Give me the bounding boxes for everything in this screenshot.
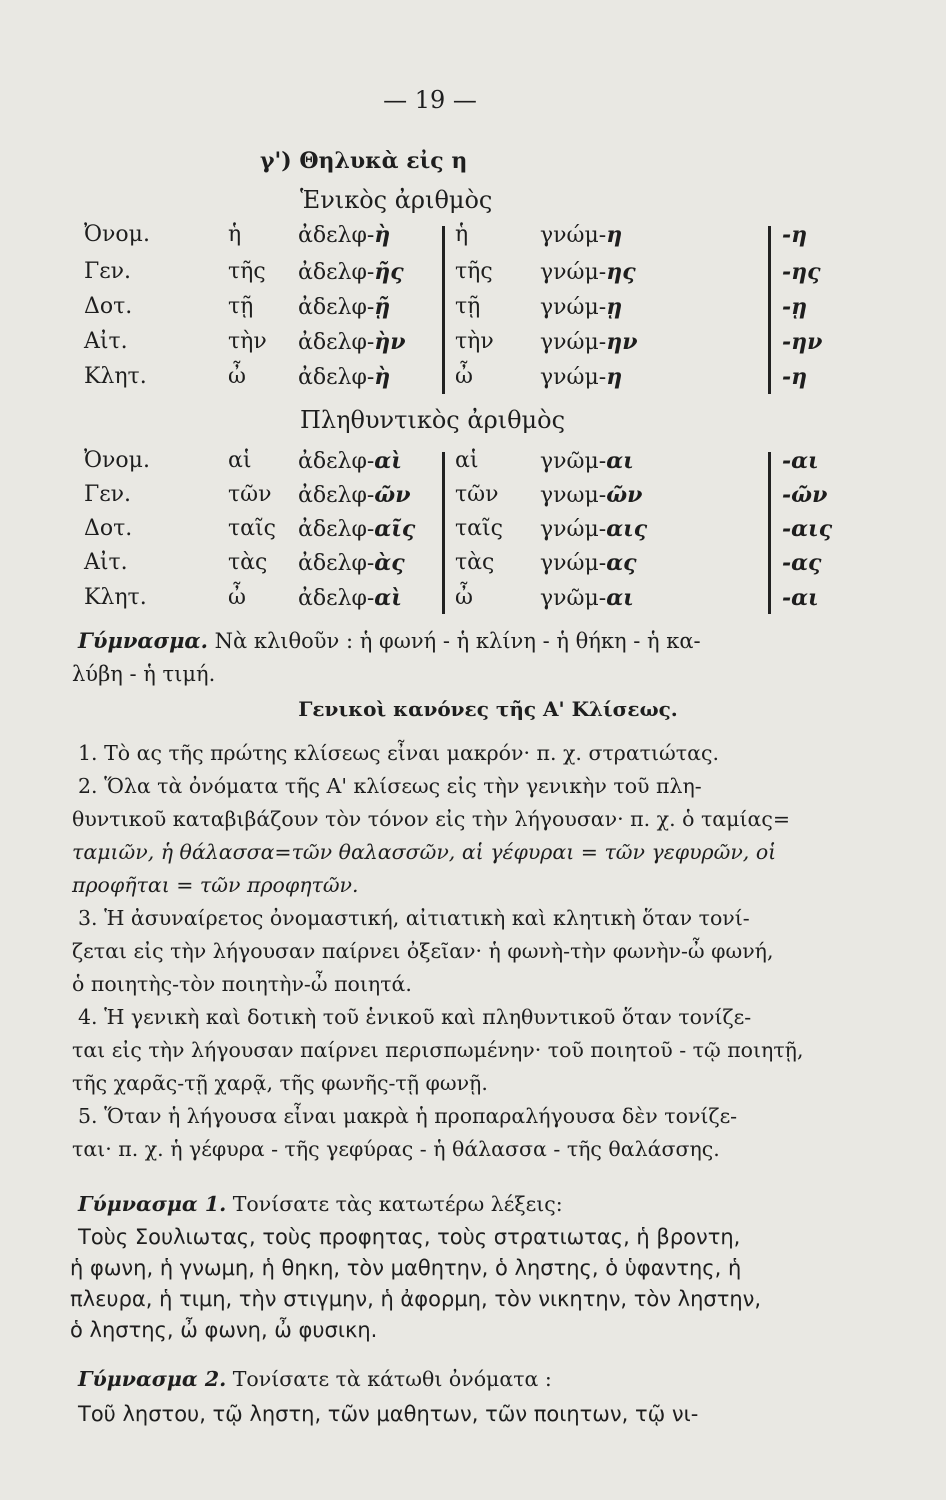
exercise-paragraph <box>72 624 853 691</box>
rule-line: θυντικοῦ καταβιβάζουν τὸν τόνον εἰς τὴν λήγουσαν· π. χ. ὁ ταμίας= <box>72 807 791 831</box>
plural-heading: Πληθυντικὸς ἀριθμὸς <box>300 406 566 434</box>
rule-line: 1. Τὸ ας τῆς πρώτης κλίσεως εἶναι μακρόν· π. χ. στρατιώτας. <box>78 741 719 765</box>
article: τῆς <box>455 259 493 284</box>
table-row <box>0 516 946 546</box>
article: τὴν <box>228 329 267 354</box>
case-label: Αἰτ. <box>84 550 128 575</box>
word-adelfi <box>298 364 390 390</box>
word-line: ἡ φωνη, ἡ γνωμη, ἡ θηκη, τὸν μαθητην, ὁ ληστης, ὁ ὑφαντης, ἡ <box>70 1256 742 1280</box>
stem: γνώμ- <box>540 223 607 248</box>
word-gnomi <box>540 516 647 542</box>
word-gnomi <box>540 482 642 508</box>
exercise-label: Γύμνασμα 1. <box>78 1192 227 1216</box>
stem: γνώμ- <box>540 330 607 355</box>
ending: αι <box>606 448 634 474</box>
rule-line: 4. Ἡ γενικὴ καὶ δοτικὴ τοῦ ἑνικοῦ καὶ πληθυντικοῦ ὅταν τονίζε- <box>78 1005 752 1029</box>
ending: ὰς <box>374 550 405 576</box>
table-row <box>0 294 946 324</box>
stem: γνώμ- <box>540 295 607 320</box>
ending: αὶ <box>374 448 402 474</box>
suffix: -αι <box>782 448 819 474</box>
rules-heading: Γενικοὶ κανόνες τῆς Α' Κλίσεως. <box>298 697 678 721</box>
word-gnomi <box>540 222 622 248</box>
stem: γνώμ- <box>540 365 607 390</box>
rule-line: ζεται εἰς τὴν λήγουσαν παίρνει ὀξεῖαν· ἡ φωνὴ-τὴν φωνὴν-ὦ φωνή, <box>72 939 774 963</box>
article: ἡ <box>228 222 242 247</box>
article: τῶν <box>455 482 499 507</box>
exercise-instruction: Τονίσατε τὰς κατωτέρω λέξεις: <box>232 1192 563 1216</box>
word-adelfi <box>298 448 402 474</box>
stem: ἀδελφ- <box>298 551 375 576</box>
page-number: — 19 — <box>383 86 477 114</box>
case-label: Γεν. <box>84 482 132 507</box>
case-label: Δοτ. <box>84 516 133 541</box>
stem: ἀδελφ- <box>298 449 375 474</box>
stem: ἀδελφ- <box>298 586 375 611</box>
column-divider <box>442 226 445 394</box>
exercise-1-header <box>78 1188 853 1221</box>
case-label: Ὀνομ. <box>84 448 150 473</box>
rule-line: ται εἰς τὴν λήγουσαν παίρνει περισπωμένην· τοῦ ποιητοῦ - τῷ ποιητῇ, <box>72 1038 804 1062</box>
column-divider <box>768 226 771 394</box>
ending: η <box>606 222 623 248</box>
article: ἡ <box>455 222 469 247</box>
stem: ἀδελφ- <box>298 295 375 320</box>
suffix: -ης <box>782 259 821 285</box>
exercise-label: Γύμνασμα 2. <box>78 1367 227 1391</box>
ending: αις <box>606 516 648 542</box>
rule-line: 5. Ὅταν ἡ λήγουσα εἶναι μακρὰ ἡ προπαραλήγουσα δὲν τονίζε- <box>78 1104 738 1128</box>
rule-line: ται· π. χ. ἡ γέφυρα - τῆς γεφύρας - ἡ θάλασσα - τῆς θαλάσσης. <box>72 1137 720 1161</box>
ending: ὴ <box>374 364 391 390</box>
stem: ἀδελφ- <box>298 330 375 355</box>
rule-line: ὁ ποιητὴς-τὸν ποιητὴν-ὦ ποιητά. <box>72 972 412 996</box>
ending: ὴ <box>374 222 391 248</box>
stem: γνῶμ- <box>540 449 607 474</box>
ending: ης <box>606 259 636 285</box>
word-adelfi <box>298 585 402 611</box>
ending: ῇ <box>374 294 391 320</box>
table-row <box>0 329 946 359</box>
word-line: πλευρα, ἡ τιμη, τὴν στιγμην, ἡ ἀφορμη, τὸν νικητην, τὸν ληστην, <box>70 1287 762 1311</box>
exercise-label: Γύμνασμα. <box>78 628 208 653</box>
word-gnomi <box>540 585 634 611</box>
word-gnomi <box>540 329 637 355</box>
article: τὴν <box>455 329 494 354</box>
stem: γνώμ- <box>540 260 607 285</box>
word-adelfi <box>298 259 404 285</box>
ending: αὶ <box>374 585 402 611</box>
stem: ἀδελφ- <box>298 260 375 285</box>
case-label: Δοτ. <box>84 294 133 319</box>
suffix: -αις <box>782 516 833 542</box>
suffix: -η <box>782 222 808 248</box>
exercise-1-words <box>70 1222 858 1346</box>
suffix: -η <box>782 364 808 390</box>
word-adelfi <box>298 550 405 576</box>
stem: γνωμ- <box>540 483 607 508</box>
stem: ἀδελφ- <box>298 483 375 508</box>
article: αἱ <box>455 448 479 473</box>
stem: ἀδελφ- <box>298 517 375 542</box>
article: τῶν <box>228 482 272 507</box>
word-line: ὁ ληστης, ὦ φωνη, ὦ φυσικη. <box>70 1318 378 1342</box>
word-adelfi <box>298 329 406 355</box>
ending: ὴν <box>374 329 406 355</box>
section-title: γ') Θηλυκὰ εἰς η <box>260 148 468 174</box>
rule-line: τῆς χαρᾶς-τῇ χαρᾷ, τῆς φωνῆς-τῇ φωνῇ. <box>72 1071 488 1095</box>
table-row <box>0 222 946 252</box>
exercise-2-words <box>78 1399 858 1430</box>
ending: η <box>606 364 623 390</box>
article: τὰς <box>228 550 268 575</box>
ending: ας <box>606 550 637 576</box>
word-gnomi <box>540 259 636 285</box>
rule-line: προφῆται = τῶν προφητῶν. <box>72 873 359 897</box>
suffix: -ῶν <box>782 482 828 508</box>
word-adelfi <box>298 294 390 320</box>
ending: αῖς <box>374 516 416 542</box>
column-divider <box>442 452 445 614</box>
article: τῇ <box>228 294 254 319</box>
word-gnomi <box>540 294 622 320</box>
rule-line: ταμιῶν, ἡ θάλασσα=τῶν θαλασσῶν, αἱ γέφυραι = τῶν γεφυρῶν, οἱ <box>72 840 777 864</box>
exercise-text: Νὰ κλιθοῦν : ἡ φωνή - ἡ κλίνη - ἡ θήκη - ἡ κα- <box>214 629 701 653</box>
article: ταῖς <box>228 516 276 541</box>
stem: γνώμ- <box>540 551 607 576</box>
ending: ῶν <box>374 482 411 508</box>
table-row <box>0 448 946 478</box>
word-line: Τοῦ ληστου, τῷ ληστη, τῶν μαθητων, τῶν ποιητων, τῷ νι- <box>78 1402 699 1426</box>
word-line: Τοὺς Σουλιωτας, τοὺς προφητας, τοὺς στρατιωτας, ἡ βροντη, <box>78 1225 741 1249</box>
case-label: Κλητ. <box>84 364 147 389</box>
ending: ην <box>606 329 638 355</box>
case-label: Ὀνομ. <box>84 222 150 247</box>
table-row <box>0 550 946 580</box>
table-row <box>0 364 946 394</box>
stem: γνῶμ- <box>540 586 607 611</box>
ending: ῶν <box>606 482 643 508</box>
case-label: Γεν. <box>84 259 132 284</box>
ending: αι <box>606 585 634 611</box>
table-row <box>0 585 946 615</box>
rule-list <box>72 737 853 1166</box>
article: ὦ <box>455 364 473 389</box>
article: ὦ <box>228 364 246 389</box>
rule-line: 2. Ὅλα τὰ ὀνόματα τῆς Α' κλίσεως εἰς τὴν γενικὴν τοῦ πλη- <box>78 774 702 798</box>
singular-heading: Ἑνικὸς ἀριθμὸς <box>300 186 493 214</box>
ending: ῆς <box>374 259 404 285</box>
exercise-instruction: Τονίσατε τὰ κάτωθι ὀνόματα : <box>232 1367 552 1391</box>
column-divider <box>768 452 771 614</box>
suffix: -ην <box>782 329 823 355</box>
stem: ἀδελφ- <box>298 365 375 390</box>
article: τὰς <box>455 550 495 575</box>
word-gnomi <box>540 448 634 474</box>
suffix: -αι <box>782 585 819 611</box>
word-adelfi <box>298 482 411 508</box>
article: ταῖς <box>455 516 503 541</box>
suffix: -ας <box>782 550 822 576</box>
word-adelfi <box>298 516 415 542</box>
stem: γνώμ- <box>540 517 607 542</box>
word-gnomi <box>540 550 637 576</box>
table-row <box>0 259 946 289</box>
exercise-line: λύβη - ἡ τιμή. <box>72 662 216 686</box>
stem: ἀδελφ- <box>298 223 375 248</box>
word-adelfi <box>298 222 390 248</box>
case-label: Κλητ. <box>84 585 147 610</box>
rule-line: 3. Ἡ ἀσυναίρετος ὀνομαστική, αἰτιατικὴ καὶ κλητικὴ ὅταν τονί- <box>78 906 750 930</box>
exercise-2-header <box>78 1363 853 1396</box>
ending: ῃ <box>606 294 623 320</box>
article: ὦ <box>455 585 473 610</box>
article: τῆς <box>228 259 266 284</box>
suffix: -ῃ <box>782 294 808 320</box>
article: ὦ <box>228 585 246 610</box>
article: αἱ <box>228 448 252 473</box>
article: τῇ <box>455 294 481 319</box>
case-label: Αἰτ. <box>84 329 128 354</box>
exercise-line <box>78 624 853 658</box>
word-gnomi <box>540 364 622 390</box>
table-row <box>0 482 946 512</box>
